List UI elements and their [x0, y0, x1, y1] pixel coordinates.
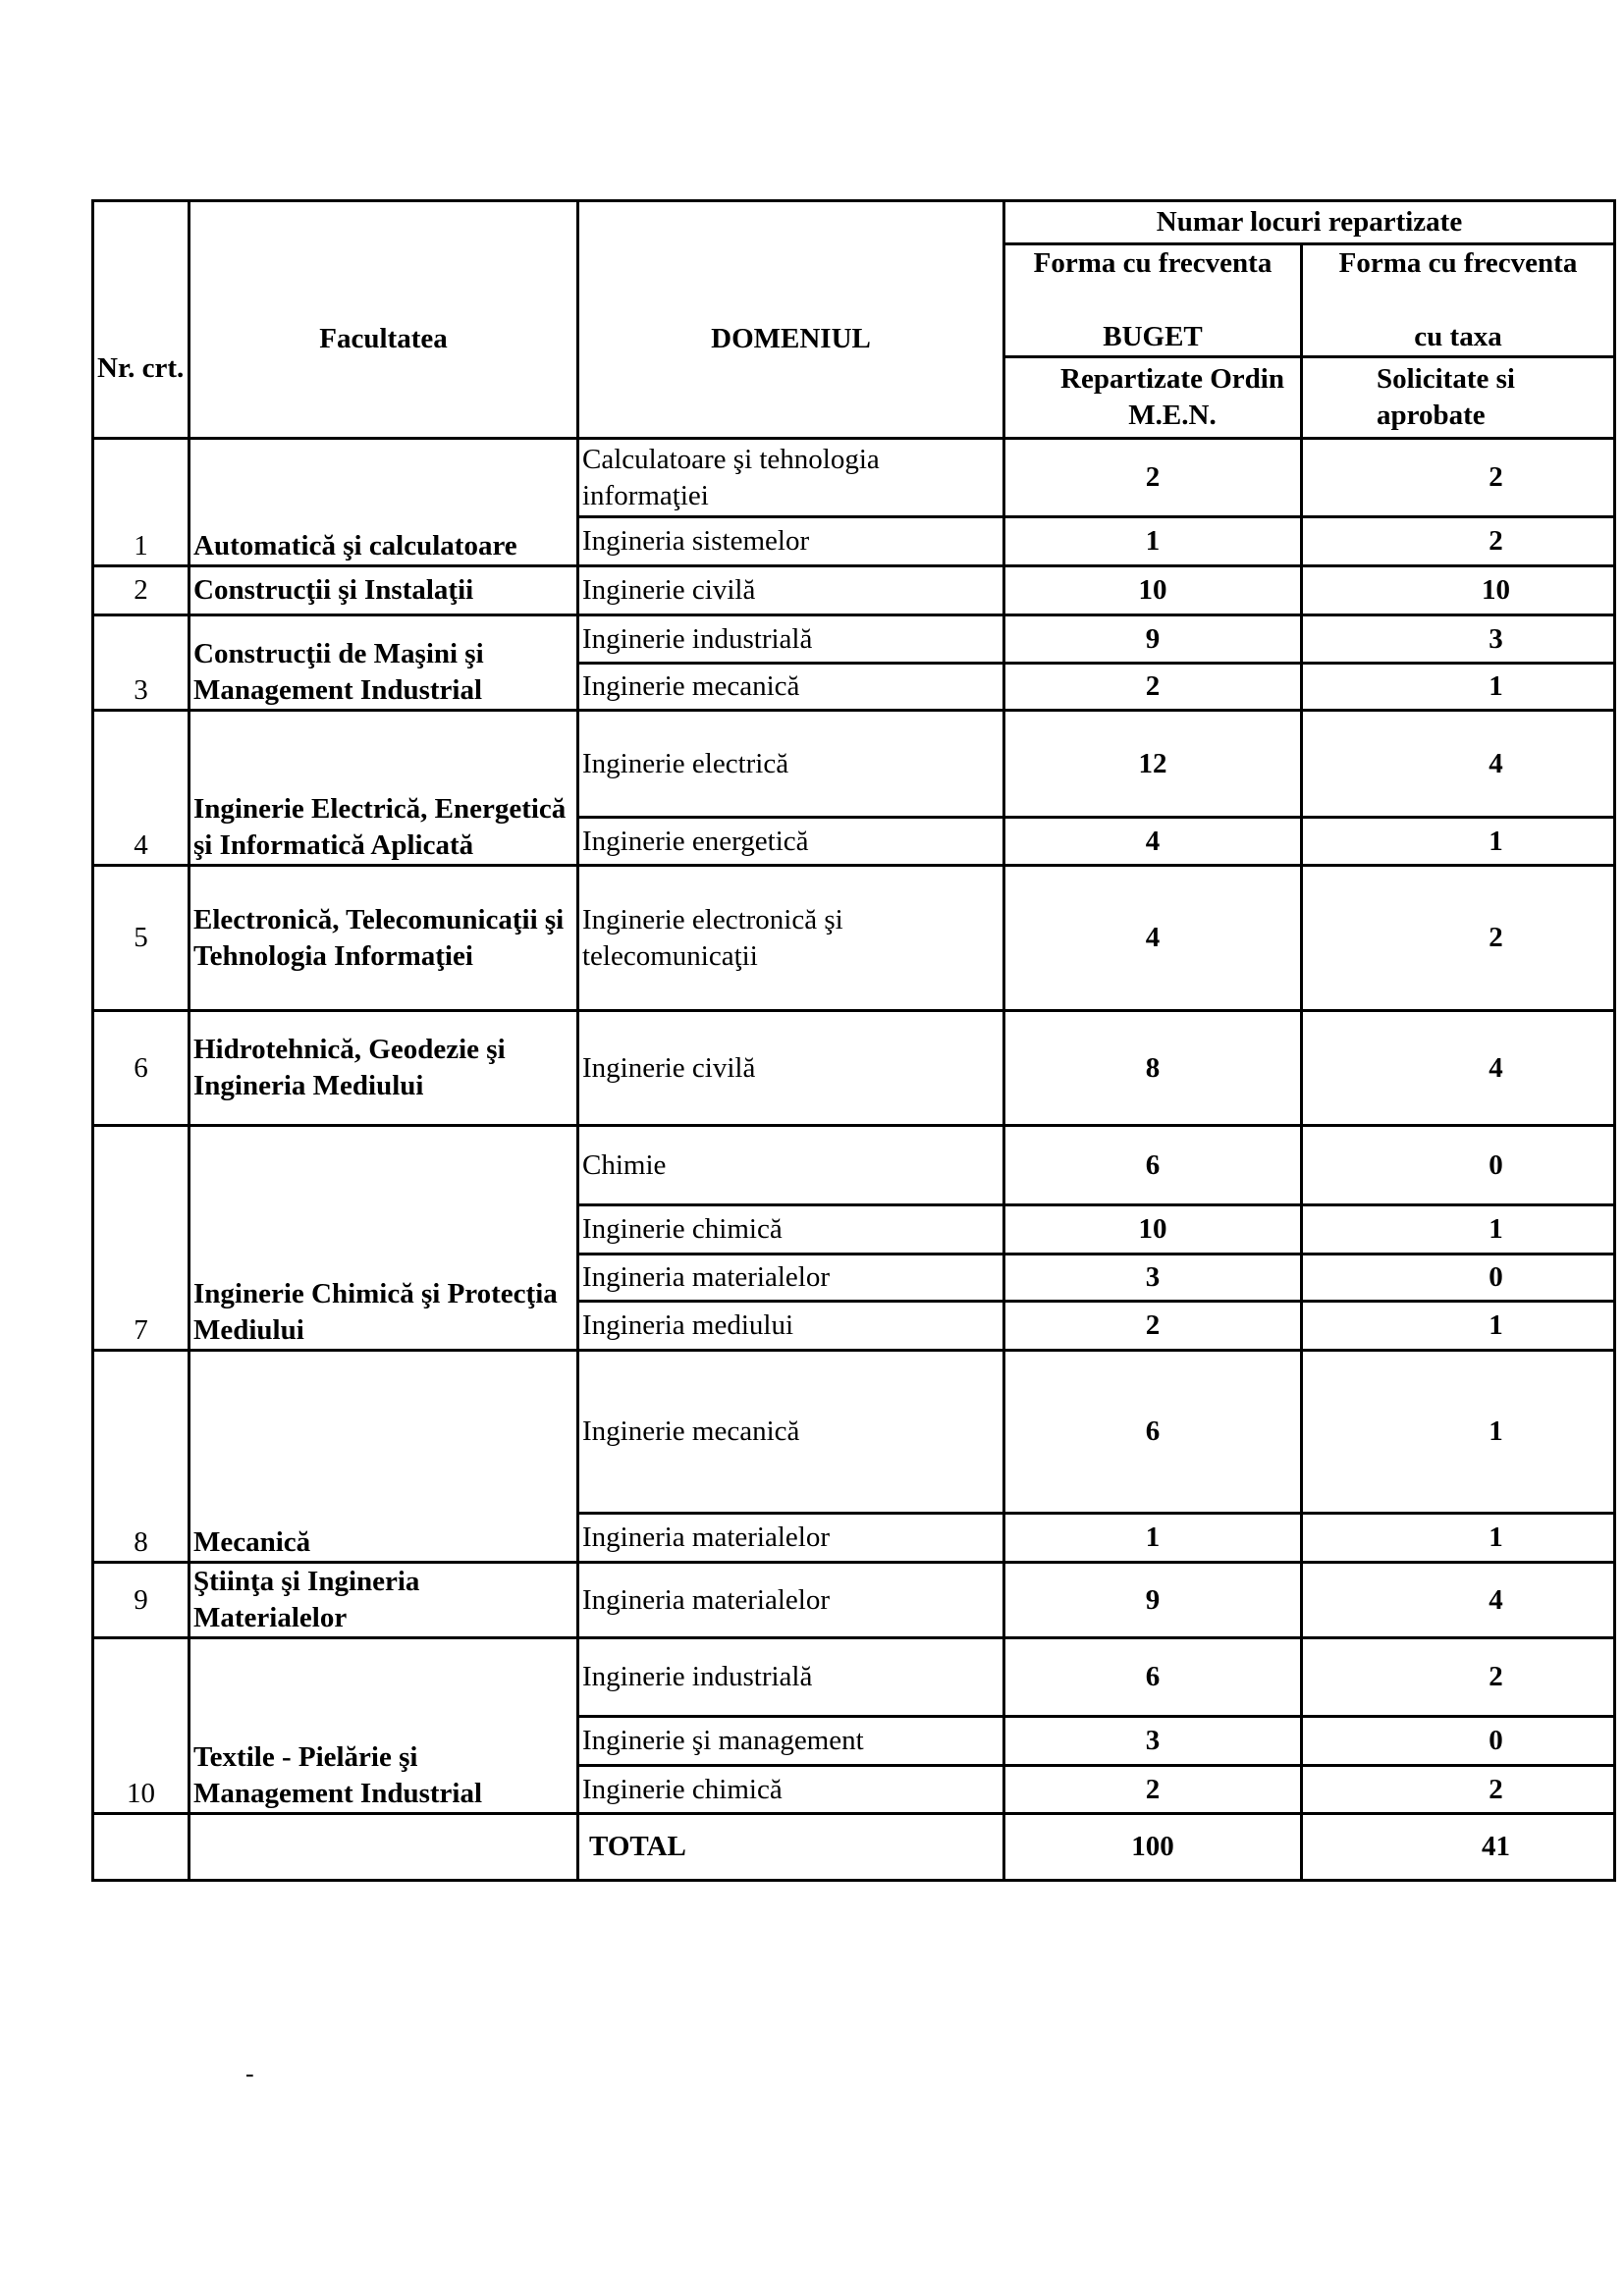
table-row — [93, 711, 1615, 818]
domain-name: Inginerie şi management — [578, 1717, 1004, 1766]
total-row — [93, 1814, 1615, 1881]
buget-value: 10 — [1004, 1205, 1302, 1255]
header-buget-sub: Repartizate Ordin M.E.N. — [1004, 357, 1302, 439]
faculty-number: 1 — [93, 439, 189, 566]
taxa-value: 4 — [1302, 1563, 1615, 1638]
faculty-name: Mecanică — [189, 1351, 578, 1563]
domain-name: Inginerie chimică — [578, 1766, 1004, 1814]
buget-value: 8 — [1004, 1011, 1302, 1126]
table-row — [93, 566, 1615, 615]
taxa-value: 2 — [1302, 866, 1615, 1011]
buget-value: 2 — [1004, 439, 1302, 517]
table-row — [93, 439, 1615, 517]
taxa-value: 1 — [1302, 1302, 1615, 1351]
domain-name: Ingineria sistemelor — [578, 517, 1004, 566]
table-row — [93, 615, 1615, 664]
total-label: TOTAL — [578, 1814, 1004, 1881]
buget-value: 2 — [1004, 664, 1302, 711]
faculty-number: 3 — [93, 615, 189, 711]
domain-name: Inginerie industrială — [578, 1638, 1004, 1717]
faculty-number: 10 — [93, 1638, 189, 1814]
buget-value: 4 — [1004, 818, 1302, 866]
taxa-value: 3 — [1302, 615, 1615, 664]
faculty-name: Hidrotehnică, Geodezie şi Ingineria Mediului — [189, 1011, 578, 1126]
taxa-value: 0 — [1302, 1255, 1615, 1302]
domain-name: Ingineria mediului — [578, 1302, 1004, 1351]
table-row — [93, 1351, 1615, 1514]
header-taxa — [1302, 244, 1615, 357]
faculty-number: 4 — [93, 711, 189, 866]
header-domeniul: DOMENIUL — [578, 201, 1004, 439]
faculty-number: 6 — [93, 1011, 189, 1126]
header-facultatea: Facultatea — [189, 201, 578, 439]
buget-value: 6 — [1004, 1638, 1302, 1717]
taxa-value: 2 — [1302, 439, 1615, 517]
domain-name: Inginerie electronică şi telecomunicaţii — [578, 866, 1004, 1011]
allocation-table — [91, 199, 1616, 1882]
faculty-number: 9 — [93, 1563, 189, 1638]
table-row — [93, 866, 1615, 1011]
faculty-number: 7 — [93, 1126, 189, 1351]
taxa-value: 2 — [1302, 517, 1615, 566]
domain-name: Inginerie mecanică — [578, 664, 1004, 711]
header-buget-top: Forma cu frecventa — [1033, 247, 1272, 279]
table-row — [93, 1563, 1615, 1638]
buget-value: 10 — [1004, 566, 1302, 615]
taxa-value: 2 — [1302, 1638, 1615, 1717]
taxa-value: 2 — [1302, 1766, 1615, 1814]
faculty-name: Inginerie Chimică şi Protecţia Mediului — [189, 1126, 578, 1351]
taxa-value: 1 — [1302, 664, 1615, 711]
table-row — [93, 1126, 1615, 1205]
taxa-value: 1 — [1302, 1514, 1615, 1563]
faculty-name: Construcţii de Maşini şi Management Industrial — [189, 615, 578, 711]
taxa-value: 1 — [1302, 1205, 1615, 1255]
buget-value: 2 — [1004, 1766, 1302, 1814]
header-buget-bottom: BUGET — [1103, 321, 1203, 352]
buget-value: 2 — [1004, 1302, 1302, 1351]
taxa-value: 0 — [1302, 1126, 1615, 1205]
buget-value: 4 — [1004, 866, 1302, 1011]
domain-name: Inginerie civilă — [578, 566, 1004, 615]
buget-value: 6 — [1004, 1351, 1302, 1514]
header-nr-crt: Nr. crt. — [93, 201, 189, 439]
domain-name: Ingineria materialelor — [578, 1255, 1004, 1302]
domain-name: Inginerie energetică — [578, 818, 1004, 866]
faculty-name: Electronică, Telecomunicaţii şi Tehnologia Informaţiei — [189, 866, 578, 1011]
header-taxa-bottom: cu taxa — [1414, 321, 1502, 352]
faculty-name: Inginerie Electrică, Energetică şi Informatică Aplicată — [189, 711, 578, 866]
faculty-number: 2 — [93, 566, 189, 615]
faculty-name: Automatică şi calculatoare — [189, 439, 578, 566]
buget-value: 9 — [1004, 615, 1302, 664]
faculty-number: 5 — [93, 866, 189, 1011]
table-row — [93, 1638, 1615, 1717]
faculty-name: Ştiinţa şi Ingineria Materialelor — [189, 1563, 578, 1638]
buget-value: 1 — [1004, 517, 1302, 566]
total-buget: 100 — [1004, 1814, 1302, 1881]
taxa-value: 10 — [1302, 566, 1615, 615]
faculty-name: Textile - Pielărie şi Management Industrial — [189, 1638, 578, 1814]
domain-name: Ingineria materialelor — [578, 1514, 1004, 1563]
header-group-title: Numar locuri repartizate — [1004, 201, 1615, 244]
footer-mark: - — [245, 2059, 254, 2088]
buget-value: 3 — [1004, 1255, 1302, 1302]
domain-name: Inginerie chimică — [578, 1205, 1004, 1255]
domain-name: Inginerie civilă — [578, 1011, 1004, 1126]
buget-value: 9 — [1004, 1563, 1302, 1638]
total-empty-faculty — [189, 1814, 578, 1881]
taxa-value: 1 — [1302, 1351, 1615, 1514]
domain-name: Calculatoare şi tehnologia informaţiei — [578, 439, 1004, 517]
taxa-value: 1 — [1302, 818, 1615, 866]
domain-name: Inginerie mecanică — [578, 1351, 1004, 1514]
faculty-number: 8 — [93, 1351, 189, 1563]
taxa-value: 0 — [1302, 1717, 1615, 1766]
taxa-value: 4 — [1302, 1011, 1615, 1126]
domain-name: Inginerie industrială — [578, 615, 1004, 664]
total-taxa: 41 — [1302, 1814, 1615, 1881]
table-row — [93, 1011, 1615, 1126]
domain-name: Ingineria materialelor — [578, 1563, 1004, 1638]
total-empty-nr — [93, 1814, 189, 1881]
domain-name: Chimie — [578, 1126, 1004, 1205]
buget-value: 12 — [1004, 711, 1302, 818]
buget-value: 3 — [1004, 1717, 1302, 1766]
header-row — [93, 201, 1615, 244]
faculty-name: Construcţii şi Instalaţii — [189, 566, 578, 615]
header-buget — [1004, 244, 1302, 357]
domain-name: Inginerie electrică — [578, 711, 1004, 818]
header-taxa-top: Forma cu frecventa — [1338, 247, 1578, 279]
taxa-value: 4 — [1302, 711, 1615, 818]
buget-value: 1 — [1004, 1514, 1302, 1563]
header-taxa-sub: Solicitate si aprobate — [1302, 357, 1615, 439]
buget-value: 6 — [1004, 1126, 1302, 1205]
